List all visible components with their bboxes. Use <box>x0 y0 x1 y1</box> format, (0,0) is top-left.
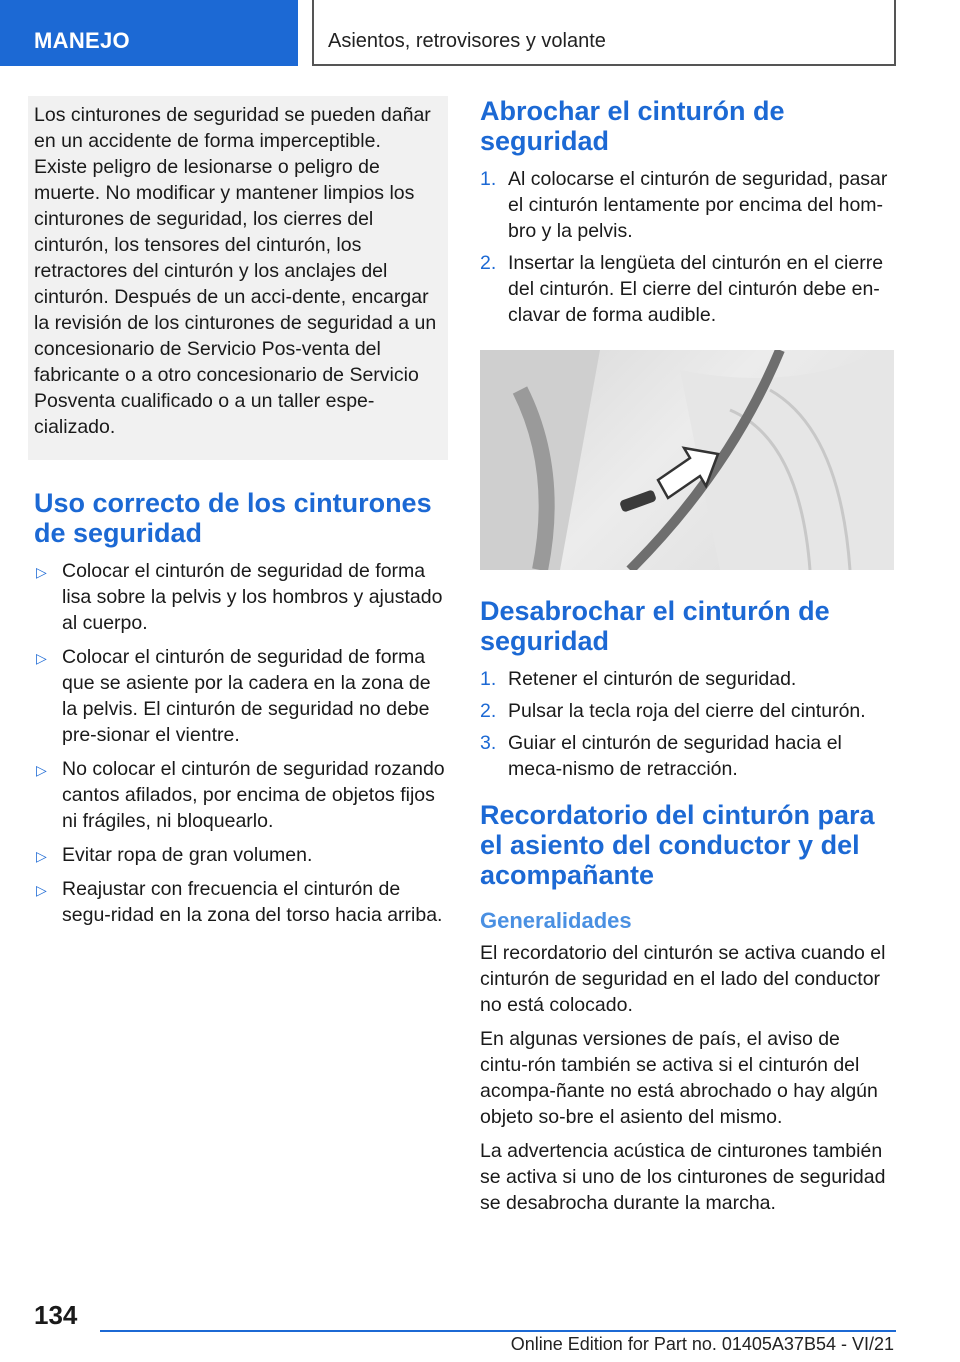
list-item: ▷ Colocar el cinturón de seguridad de forma que se asiente por la cadera en la zona de la pelvis. El cinturón de seguridad no debe pre-sionar el vientre. <box>36 646 431 746</box>
paragraph: En algunas versiones de país, el aviso de cintu-rón también se activa si el cinturón del acompa-ñante no está abrochado o hay algún objeto so-bre el asiento del mismo. <box>480 1028 878 1128</box>
subheading-general: Generalidades <box>480 908 632 933</box>
triangle-right-icon: ▷ <box>36 564 47 580</box>
edition-text: Online Edition for Part no. 01405A37B54 - VI/21 <box>510 1334 894 1354</box>
right-column <box>480 96 890 1224</box>
warning-text: Los cinturones de seguridad se pueden dañar en un accidente de forma imperceptible. Existe peligro de lesionarse o peligro de muerte. No modificar y mantener limpios los cinturones de seguridad, los cierres del cinturón, los tensores del cinturón, los retractores del cinturón y los anclajes del cinturón. Después de un acci-dente, encargar la revisión de los cinturones de seguridad a un concesionario de Servicio Pos-venta del fabricante o a otro concesionario de Servicio Posventa cualificado o a un taller espe-cializado. <box>34 104 437 438</box>
triangle-right-icon: ▷ <box>36 650 47 666</box>
triangle-right-icon: ▷ <box>36 762 47 778</box>
paragraph: El recordatorio del cinturón se activa cuando el cinturón de seguridad en el lado del conductor no está colocado. <box>480 942 886 1016</box>
footer-divider <box>100 1330 896 1332</box>
list-item: 1. Al colocarse el cinturón de seguridad, pasar el cinturón lentamente por encima del hom-bro y la pelvis. <box>480 168 888 242</box>
list-item: ▷ No colocar el cinturón de seguridad rozando cantos afilados, por encima de objetos fijos ni frágiles, ni bloquearlo. <box>36 758 445 832</box>
seatbelt-illustration <box>480 350 894 570</box>
list-item: 2. Insertar la lengüeta del cinturón en el cierre del cinturón. El cierre del cinturón debe en-clavar de forma audible. <box>480 252 884 326</box>
seatbelt-figure <box>480 350 894 570</box>
list-item: ▷ Colocar el cinturón de seguridad de forma lisa sobre la pelvis y los hombros y ajustado al cuerpo. <box>36 560 443 634</box>
list-item: 1. Retener el cinturón de seguridad. <box>480 668 797 690</box>
triangle-right-icon: ▷ <box>36 882 47 898</box>
section-tab: MANEJO <box>0 0 298 66</box>
paragraph: La advertencia acústica de cinturones también se activa si uno de los cinturones de seguridad se desabrocha durante la marcha. <box>480 1140 886 1214</box>
list-item: 3. Guiar el cinturón de seguridad hacia el meca-nismo de retracción. <box>480 732 842 780</box>
unfasten-steps <box>480 666 890 782</box>
heading-unfasten-belt: Desabrochar el cinturón de seguridad <box>480 596 830 656</box>
fasten-steps <box>480 166 890 328</box>
list-item: ▷ Reajustar con frecuencia el cinturón de segu-ridad en la zona del torso hacia arriba. <box>36 878 443 926</box>
heading-belt-reminder: Recordatorio del cinturón para el asiento del conductor y del acompañante <box>480 800 875 890</box>
triangle-right-icon: ▷ <box>36 848 47 864</box>
page-number: 134 <box>34 1300 78 1330</box>
left-column <box>34 96 448 936</box>
warning-box <box>28 96 448 460</box>
page-header <box>0 0 960 66</box>
heading-fasten-belt: Abrochar el cinturón de seguridad <box>480 96 785 156</box>
chapter-title: Asientos, retrovisores y volante <box>312 0 896 66</box>
correct-use-list <box>34 558 448 928</box>
heading-correct-use: Uso correcto de los cinturones de seguridad <box>34 488 432 548</box>
list-item: ▷ Evitar ropa de gran volumen. <box>34 842 448 868</box>
list-item: 2. Pulsar la tecla roja del cierre del cinturón. <box>480 700 866 722</box>
